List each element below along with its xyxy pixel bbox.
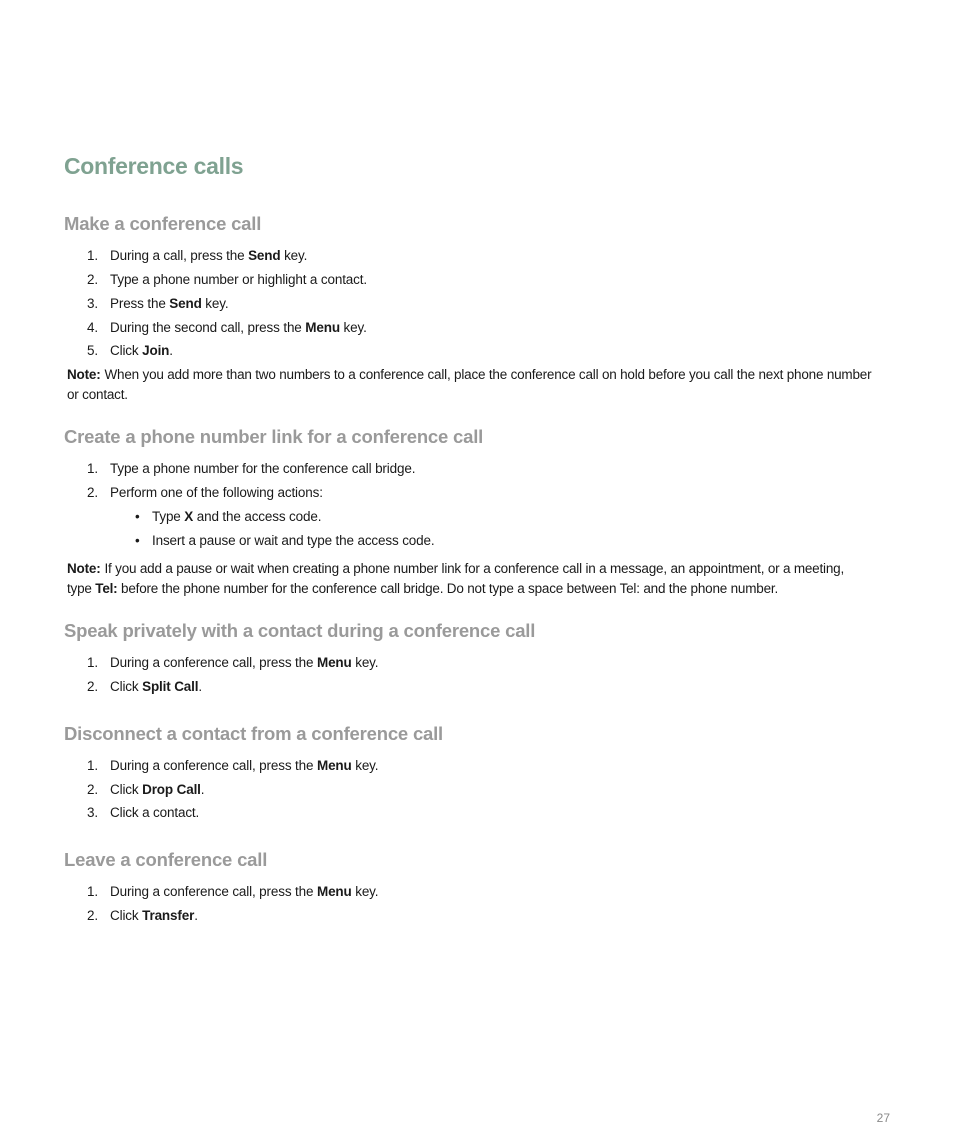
step-number: 2. — [87, 908, 98, 923]
section-title: Speak privately with a contact during a conference call — [64, 620, 536, 641]
note-text: type Tel: before the phone number for the conference call bridge. Do not type a space between Tel: and the phone number. — [67, 581, 778, 596]
bullet-text: Insert a pause or wait and type the access code. — [152, 533, 435, 548]
step-number: 3. — [87, 805, 98, 820]
step-text: Perform one of the following actions: — [110, 485, 323, 500]
section-title: Leave a conference call — [64, 849, 268, 870]
step-number: 3. — [87, 296, 98, 311]
step-number: 4. — [87, 320, 98, 335]
step-text: Click Split Call. — [110, 679, 202, 694]
step-number: 1. — [87, 758, 98, 773]
step-number: 1. — [87, 884, 98, 899]
step-number: 1. — [87, 248, 98, 263]
step-text: During a conference call, press the Menu key. — [110, 655, 379, 670]
note-text: When you add more than two numbers to a conference call, place the conference call on hold before you call the next phone number — [104, 367, 872, 382]
note-block — [67, 365, 897, 405]
step-number: 2. — [87, 272, 98, 287]
page-number: 27 — [876, 1111, 890, 1125]
bullet-dot: • — [135, 533, 140, 548]
step-text: Click Join. — [110, 343, 173, 358]
step-text: During a conference call, press the Menu key. — [110, 884, 379, 899]
step-number: 2. — [87, 782, 98, 797]
step-number: 1. — [87, 461, 98, 476]
note-label: Note: — [67, 561, 101, 576]
step-number: 5. — [87, 343, 98, 358]
note-text: If you add a pause or wait when creating a phone number link for a conference call in a message, an appointment, or a meeting, — [104, 561, 845, 576]
step-text: Click Drop Call. — [110, 782, 205, 797]
step-text: During a call, press the Send key. — [110, 248, 308, 263]
note-label: Note: — [67, 367, 101, 382]
section-title: Make a conference call — [64, 213, 262, 234]
step-text: Click Transfer. — [110, 908, 198, 923]
step-text: Type a phone number for the conference call bridge. — [110, 461, 416, 476]
note-block — [67, 559, 897, 599]
step-number: 2. — [87, 485, 98, 500]
bullet-text: Type X and the access code. — [152, 509, 322, 524]
step-text: Press the Send key. — [110, 296, 229, 311]
step-text: During the second call, press the Menu key. — [110, 320, 367, 335]
step-number: 1. — [87, 655, 98, 670]
note-text: or contact. — [67, 387, 128, 402]
step-text: Click a contact. — [110, 805, 200, 820]
section-title: Disconnect a contact from a conference call — [64, 723, 443, 744]
chapter-title: Conference calls — [64, 153, 244, 179]
step-text: Type a phone number or highlight a contact. — [110, 272, 367, 287]
bullet-dot: • — [135, 509, 140, 524]
step-number: 2. — [87, 679, 98, 694]
section-title: Create a phone number link for a conference call — [64, 426, 484, 447]
step-text: During a conference call, press the Menu key. — [110, 758, 379, 773]
